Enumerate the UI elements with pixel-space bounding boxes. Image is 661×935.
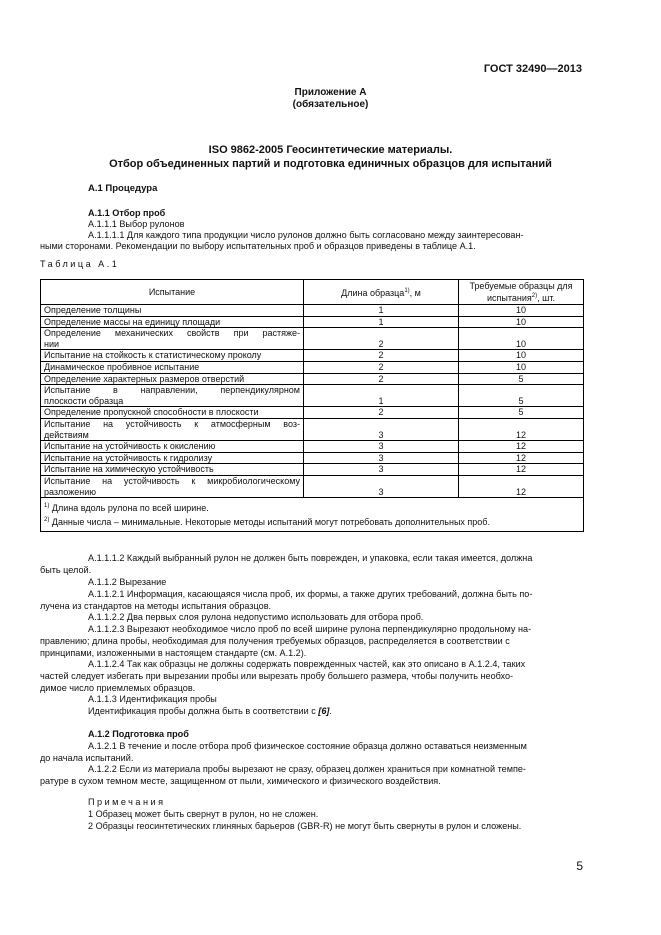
para-a122-l1: А.1.2.2 Если из материала пробы вырезают не сразу, образец должен храниться при комнатной темпе- [88,764,526,774]
table-row [41,452,584,464]
cell-test: Испытание на устойчивость к микробиологическому разложению [41,475,304,497]
cell-count: 10 [459,350,584,362]
cell-count: 12 [459,464,584,476]
cell-length: 3 [304,418,459,440]
notes-title: Примечания [88,797,166,807]
cell-count: 5 [459,407,584,419]
table-row [41,350,584,362]
para-a1112-l1: А.1.1.1.2 Каждый выбранный рулон не должен быть поврежден, и упаковка, если такая имеется, должна [88,553,533,563]
cell-test: Определение толщины [41,305,304,317]
cell-length: 3 [304,475,459,497]
cell-test: Испытание в направлении, перпендикулярном плоскости образца [41,385,304,407]
table-row [41,305,584,317]
header-count: Требуемые образцы для испытания$^{2)}$, шт. [459,280,584,305]
table-row [41,373,584,385]
table-notes-row [41,498,584,532]
appendix-title: Приложение А [294,87,367,98]
cell-length: 2 [304,328,459,350]
table-note-1: $^{1)}$ Длина вдоль рулона по всей ширине. [44,503,209,514]
table-notes [41,498,584,532]
section-a11: А.1.1 Отбор проб [88,208,166,218]
note-2: 2 Образцы геосинтетических глиняных барьеров (GBR-R) не могут быть свернуты в рулон и сложены. [88,821,522,831]
cell-count: 5 [459,385,584,407]
cell-length: 3 [304,441,459,453]
header-length: Длина образца$^{1)}$, м [304,280,459,305]
table-caption: Таблица А.1 [40,259,120,269]
samples-table [40,279,584,532]
cell-test: Определение массы на единицу площади [41,316,304,328]
para-a1122: А.1.1.2.2 Два первых слоя рулона недопустимо использовать для отбора проб. [88,612,424,622]
para-a1111-l2: ными сторонами. Рекомендации по выбору испытательных проб и образцов приведены в таблице А.1. [40,241,476,251]
table-row [41,475,584,497]
cell-length: 2 [304,407,459,419]
para-a113: А.1.1.3 Идентификация пробы [88,694,217,704]
para-a1121-l2: лучена из стандартов на методы испытания образцов. [40,601,272,611]
cell-count: 5 [459,373,584,385]
table-header-row [41,280,584,305]
cell-count: 10 [459,316,584,328]
cell-test: Динамическое пробивное испытание [41,361,304,373]
para-a1123-l1: А.1.1.2.3 Вырезают необходимое число проб по всей ширине рулона перпендикулярно продольному на- [88,624,532,634]
para-a1111-l1: А.1.1.1.1 Для каждого типа продукции число рулонов должно быть согласовано между заинтересован- [88,230,524,240]
para-a1123-l3: принципами, изложенными в настоящем стандарте (см. А.1.2). [40,648,307,658]
cell-count: 10 [459,361,584,373]
cell-length: 1 [304,385,459,407]
cell-count: 12 [459,441,584,453]
cell-count: 10 [459,328,584,350]
table-note-2: $^{2)}$ Данные числа – минимальные. Некоторые методы испытаний могут потребовать дополнительных проб. [44,517,490,528]
para-a1124-l2: частей следует избегать при вырезании пробы или вырезать пробу большего размера, чтобы получить необхо- [40,671,514,681]
para-a112: А.1.1.2 Вырезание [88,577,167,587]
cell-length: 3 [304,452,459,464]
cell-length: 1 [304,316,459,328]
cell-count: 10 [459,305,584,317]
cell-test: Испытание на устойчивость к окислению [41,441,304,453]
standard-number: ГОСТ 32490—2013 [483,63,582,75]
para-a113-text: Идентификация пробы должна быть в соответствии с [6]. [88,706,332,716]
cell-test: Определение пропускной способности в плоскости [41,407,304,419]
table-row [41,361,584,373]
cell-test: Испытание на устойчивость к атмосферным воз- действиям [41,418,304,440]
table-row [41,441,584,453]
cell-test: Определение характерных размеров отверстий [41,373,304,385]
para-a1124-l1: А.1.1.2.4 Так как образцы не должны содержать поврежденных частей, как это описано в А.1.2.4, таких [88,659,526,669]
cell-count: 12 [459,475,584,497]
cell-test: Испытание на химическую устойчивость [41,464,304,476]
table-row [41,385,584,407]
page-number: 5 [576,859,583,873]
para-a121-l2: до начала испытаний. [40,753,134,763]
doc-title-line2: Отбор объединенных партий и подготовка единичных образцов для испытаний [109,158,552,170]
para-a1124-l3: димое число приемлемых образцов. [40,683,196,693]
cell-test: Определение механических свойств при растяже- нии [41,328,304,350]
cell-test: Испытание на устойчивость к гидролизу [41,452,304,464]
cell-count: 12 [459,452,584,464]
cell-length: 2 [304,361,459,373]
cell-count: 12 [459,418,584,440]
table-row [41,328,584,350]
cell-length: 1 [304,305,459,317]
para-a111: А.1.1.1 Выбор рулонов [88,219,185,229]
para-a121-l1: А.1.2.1 В течение и после отбора проб физическое состояние образца должно оставаться неизменным [88,741,527,751]
header-test: Испытание [41,280,304,305]
cell-length: 3 [304,464,459,476]
table-row [41,407,584,419]
section-a1: А.1 Процедура [88,183,158,194]
cell-length: 2 [304,350,459,362]
table-row [41,464,584,476]
cell-test: Испытание на стойкость к статистическому проколу [41,350,304,362]
note-1: 1 Образец может быть свернут в рулон, но не сложен. [88,809,319,819]
para-a1112-l2: быть целой. [40,565,92,575]
cell-length: 2 [304,373,459,385]
para-a122-l2: ратуре в сухом темном месте, защищенном от пыли, химического и физического воздействия. [40,776,441,786]
para-a1123-l2: правлению; длина пробы, необходимая для получения требуемых образцов, распределяется в соответствии с [40,636,510,646]
para-a1121-l1: А.1.1.2.1 Информация, касающаяся числа проб, их формы, а также других требований, должна быть по- [88,589,533,599]
doc-title-line1: ISO 9862-2005 Геосинтетические материалы. [208,144,453,156]
section-a12: А.1.2 Подготовка проб [88,729,189,739]
table-row [41,316,584,328]
table-row [41,418,584,440]
appendix-subtitle: (обязательное) [292,99,369,110]
